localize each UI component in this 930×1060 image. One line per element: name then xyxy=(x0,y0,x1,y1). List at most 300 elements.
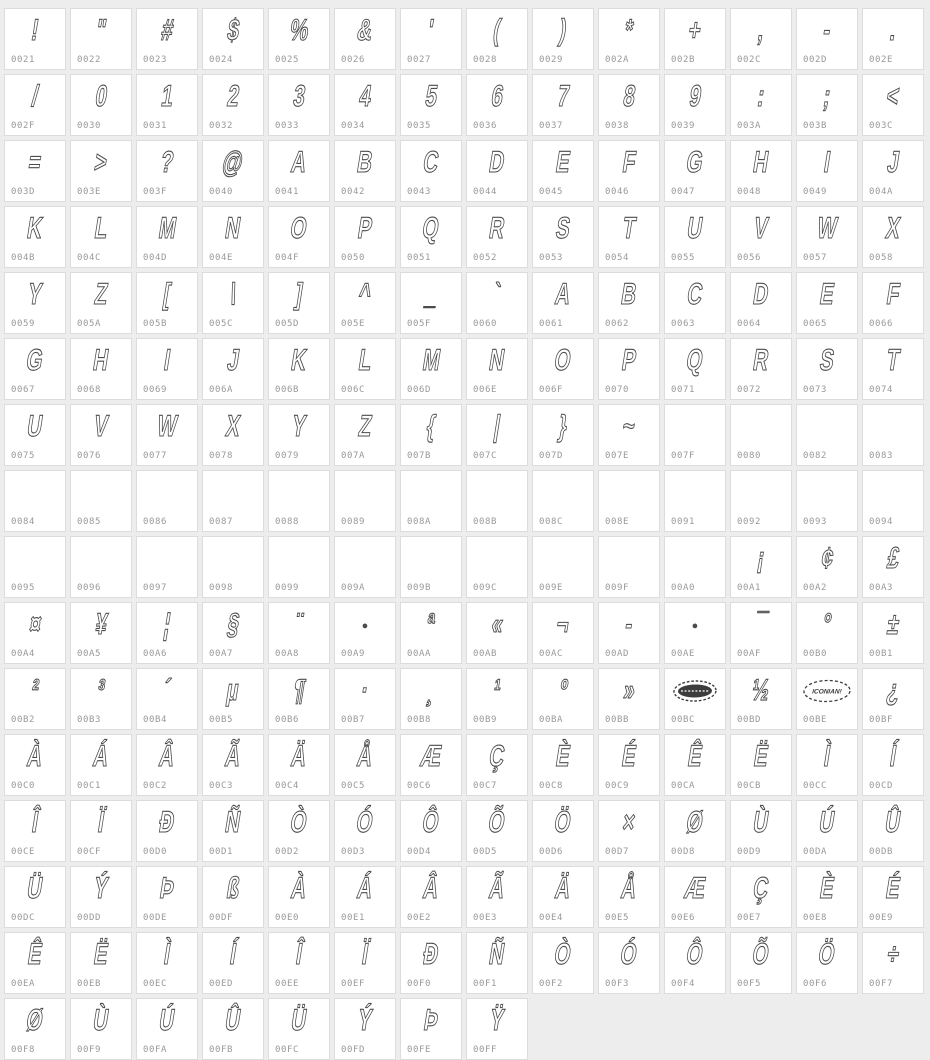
glyph-code-label: 00AA xyxy=(407,649,432,659)
glyph-code-label: 00A4 xyxy=(11,649,36,659)
glyph xyxy=(533,207,593,251)
glyph xyxy=(797,9,857,53)
glyph-character: P xyxy=(619,344,639,377)
glyph-cell xyxy=(136,338,198,400)
glyph xyxy=(797,75,857,119)
glyph-cell xyxy=(268,866,330,928)
glyph xyxy=(137,9,197,53)
glyph-code-label: 006B xyxy=(275,385,300,395)
glyph-code-label: 009F xyxy=(605,583,630,593)
glyph-character: Ù xyxy=(91,1004,112,1037)
glyph-cell xyxy=(598,536,660,598)
glyph-character: Í xyxy=(227,938,239,971)
glyph-code-label: 0075 xyxy=(11,451,36,461)
glyph-code-label: 00FA xyxy=(143,1045,168,1055)
glyph-character: Å xyxy=(619,872,640,905)
glyph-cell xyxy=(796,272,858,334)
glyph xyxy=(137,273,197,317)
glyph-character: L xyxy=(356,344,374,377)
glyph-code-label: 005C xyxy=(209,319,234,329)
glyph-cell xyxy=(730,404,792,466)
glyph-cell xyxy=(664,800,726,862)
glyph-character: È xyxy=(817,872,837,905)
glyph xyxy=(401,603,461,647)
glyph-cell xyxy=(466,8,528,70)
glyph-code-label: 00EB xyxy=(77,979,102,989)
glyph-cell xyxy=(532,800,594,862)
glyph xyxy=(797,207,857,251)
glyph-cell xyxy=(136,206,198,268)
glyph-cell xyxy=(70,536,132,598)
glyph-character: F xyxy=(884,278,902,311)
glyph xyxy=(269,141,329,185)
glyph-character: E xyxy=(817,278,837,311)
glyph-cell xyxy=(202,932,264,994)
glyph xyxy=(203,75,263,119)
glyph-character: \ xyxy=(227,278,239,311)
glyph-character: Æ xyxy=(418,740,444,773)
glyph-character: Ö xyxy=(816,938,838,971)
glyph-cell xyxy=(664,932,726,994)
glyph-cell xyxy=(400,866,462,928)
glyph-code-label: 0076 xyxy=(77,451,102,461)
glyph-cell xyxy=(466,74,528,136)
glyph-code-label: 00C5 xyxy=(341,781,366,791)
glyph-character: Ä xyxy=(553,872,574,905)
glyph xyxy=(467,207,527,251)
glyph xyxy=(269,801,329,845)
glyph-cell xyxy=(664,668,726,730)
glyph-character: K xyxy=(25,212,46,245)
glyph-cell xyxy=(202,140,264,202)
glyph-cell xyxy=(730,734,792,796)
glyph-character: D xyxy=(487,146,508,179)
glyph-character: W xyxy=(154,410,180,443)
glyph-cell xyxy=(136,74,198,136)
glyph xyxy=(401,471,461,515)
glyph-cell xyxy=(268,206,330,268)
glyph-code-label: 00E4 xyxy=(539,913,564,923)
glyph-character: Å xyxy=(355,740,376,773)
glyph xyxy=(863,9,923,53)
glyph-cell xyxy=(268,998,330,1060)
glyph-character: 9 xyxy=(686,80,704,113)
glyph-code-label: 007F xyxy=(671,451,696,461)
glyph xyxy=(467,669,527,713)
glyph-code-label: 00D0 xyxy=(143,847,168,857)
glyph-code-label: 003A xyxy=(737,121,762,131)
glyph xyxy=(731,339,791,383)
glyph xyxy=(335,735,395,779)
glyph-code-label: 0079 xyxy=(275,451,300,461)
glyph xyxy=(401,207,461,251)
glyph-character: } xyxy=(556,410,570,443)
glyph-cell xyxy=(400,470,462,532)
glyph-code-label: 00C0 xyxy=(11,781,36,791)
glyph xyxy=(467,339,527,383)
glyph-code-label: 0022 xyxy=(77,55,102,65)
glyph-code-label: 00F9 xyxy=(77,1045,102,1055)
glyph-code-label: 008B xyxy=(473,517,498,527)
glyph-character: Â xyxy=(157,740,178,773)
glyph xyxy=(467,933,527,977)
glyph-cell xyxy=(136,602,198,664)
glyph xyxy=(137,339,197,383)
glyph-code-label: 0048 xyxy=(737,187,762,197)
glyph-character: E xyxy=(553,146,573,179)
glyph xyxy=(533,669,593,713)
glyph xyxy=(599,9,659,53)
glyph-code-label: 004A xyxy=(869,187,894,197)
glyph-cell xyxy=(70,140,132,202)
glyph-character: Ý xyxy=(91,872,111,905)
glyph xyxy=(797,537,857,581)
glyph-cell xyxy=(664,536,726,598)
glyph xyxy=(269,339,329,383)
glyph-cell xyxy=(202,338,264,400)
glyph xyxy=(863,339,923,383)
glyph-character: Ç xyxy=(487,740,508,773)
glyph-code-label: 0063 xyxy=(671,319,696,329)
glyph-cell xyxy=(466,404,528,466)
glyph-character: ' xyxy=(426,14,437,47)
glyph-code-label: 00D6 xyxy=(539,847,564,857)
glyph xyxy=(863,75,923,119)
glyph-character: Ý xyxy=(355,1004,375,1037)
glyph xyxy=(467,273,527,317)
glyph-code-label: 00C9 xyxy=(605,781,630,791)
glyph xyxy=(5,9,65,53)
glyph-code-label: 00E2 xyxy=(407,913,432,923)
glyph-code-label: 00B1 xyxy=(869,649,894,659)
glyph-code-label: 0028 xyxy=(473,55,498,65)
glyph-code-label: 009C xyxy=(473,583,498,593)
glyph-character: ° xyxy=(820,608,834,641)
glyph xyxy=(863,933,923,977)
glyph-code-label: 00A8 xyxy=(275,649,300,659)
glyph xyxy=(665,75,725,119)
glyph-character: Ê xyxy=(25,938,45,971)
glyph xyxy=(401,801,461,845)
glyph-character: ¯ xyxy=(752,608,770,641)
glyph xyxy=(203,867,263,911)
glyph xyxy=(5,339,65,383)
glyph-character: ª xyxy=(424,608,438,641)
glyph-code-label: 0036 xyxy=(473,121,498,131)
glyph xyxy=(731,933,791,977)
glyph-code-label: 00BA xyxy=(539,715,564,725)
glyph-cell xyxy=(4,602,66,664)
glyph xyxy=(863,537,923,581)
glyph-character: ¿ xyxy=(884,674,902,707)
glyph-character: _ xyxy=(422,278,440,311)
glyph-code-label: 00CE xyxy=(11,847,36,857)
badge-glyph xyxy=(665,669,725,713)
glyph-cell xyxy=(70,668,132,730)
glyph xyxy=(269,933,329,977)
glyph-character: + xyxy=(686,14,704,47)
glyph-code-label: 0044 xyxy=(473,187,498,197)
glyph xyxy=(71,141,131,185)
glyph-code-label: 007B xyxy=(407,451,432,461)
glyph xyxy=(599,537,659,581)
glyph-code-label: 005E xyxy=(341,319,366,329)
glyph-cell xyxy=(4,470,66,532)
glyph-cell xyxy=(466,602,528,664)
glyph-cell xyxy=(136,998,198,1060)
glyph-code-label: 0062 xyxy=(605,319,630,329)
glyph-cell xyxy=(664,272,726,334)
glyph-cell xyxy=(730,272,792,334)
glyph-cell xyxy=(136,536,198,598)
glyph xyxy=(599,669,659,713)
glyph-cell xyxy=(4,998,66,1060)
glyph-code-label: 00F2 xyxy=(539,979,564,989)
glyph-cell xyxy=(730,8,792,70)
glyph-cell xyxy=(862,602,924,664)
glyph-code-label: 00BD xyxy=(737,715,762,725)
glyph-character: Ì xyxy=(161,938,173,971)
glyph xyxy=(797,141,857,185)
glyph xyxy=(599,603,659,647)
glyph-cell xyxy=(730,74,792,136)
glyph-character: ¹ xyxy=(491,674,504,707)
glyph xyxy=(863,735,923,779)
glyph-character: 4 xyxy=(356,80,374,113)
glyph-code-label: 00F5 xyxy=(737,979,762,989)
glyph-code-label: 0080 xyxy=(737,451,762,461)
glyph xyxy=(401,669,461,713)
glyph-cell xyxy=(598,140,660,202)
glyph-cell xyxy=(400,206,462,268)
glyph-code-label: 0068 xyxy=(77,385,102,395)
glyph-code-label: 00FC xyxy=(275,1045,300,1055)
glyph-cell xyxy=(730,470,792,532)
glyph xyxy=(335,999,395,1043)
glyph-code-label: 002C xyxy=(737,55,762,65)
glyph-character: H xyxy=(91,344,112,377)
glyph xyxy=(71,9,131,53)
glyph-character: Ã xyxy=(223,740,244,773)
glyph xyxy=(467,801,527,845)
glyph xyxy=(599,471,659,515)
glyph xyxy=(335,339,395,383)
glyph-character: Ð xyxy=(421,938,442,971)
glyph-cell xyxy=(664,8,726,70)
glyph-cell xyxy=(466,668,528,730)
glyph-character: | xyxy=(491,410,503,443)
glyph-code-label: 003D xyxy=(11,187,36,197)
glyph xyxy=(665,735,725,779)
glyph-code-label: 007D xyxy=(539,451,564,461)
glyph-code-label: 00C4 xyxy=(275,781,300,791)
glyph-code-label: 00EF xyxy=(341,979,366,989)
glyph-character: B xyxy=(619,278,640,311)
glyph-character: R xyxy=(487,212,508,245)
glyph-cell xyxy=(466,866,528,928)
glyph-character: Ê xyxy=(685,740,705,773)
glyph-code-label: 0055 xyxy=(671,253,696,263)
glyph-character: . xyxy=(887,14,899,47)
glyph-cell xyxy=(796,140,858,202)
glyph xyxy=(137,141,197,185)
glyph-cell xyxy=(136,734,198,796)
glyph-cell xyxy=(862,272,924,334)
glyph-character: Ú xyxy=(157,1004,178,1037)
glyph xyxy=(533,603,593,647)
glyph-code-label: 00A3 xyxy=(869,583,894,593)
glyph xyxy=(863,867,923,911)
glyph-character: Õ xyxy=(750,938,772,971)
glyph xyxy=(731,207,791,251)
glyph xyxy=(203,9,263,53)
glyph-code-label: 006C xyxy=(341,385,366,395)
glyph-character: H xyxy=(751,146,772,179)
glyph-code-label: 00A5 xyxy=(77,649,102,659)
glyph xyxy=(533,339,593,383)
glyph-code-label: 0057 xyxy=(803,253,828,263)
glyph xyxy=(533,405,593,449)
glyph-cell xyxy=(532,404,594,466)
glyph-code-label: 00DA xyxy=(803,847,828,857)
glyph-code-label: 00A7 xyxy=(209,649,234,659)
glyph xyxy=(5,273,65,317)
glyph-code-label: 00AC xyxy=(539,649,564,659)
glyph-character: ³ xyxy=(95,674,108,707)
glyph xyxy=(137,999,197,1043)
glyph-code-label: 009E xyxy=(539,583,564,593)
glyph-code-label: 00DB xyxy=(869,847,894,857)
glyph-code-label: 007C xyxy=(473,451,498,461)
glyph-cell xyxy=(4,800,66,862)
glyph-character: Ô xyxy=(420,806,442,839)
glyph xyxy=(137,603,197,647)
glyph-code-label: 0047 xyxy=(671,187,696,197)
glyph-character: Â xyxy=(421,872,442,905)
glyph-character: N xyxy=(487,344,508,377)
glyph xyxy=(203,537,263,581)
glyph-cell xyxy=(862,74,924,136)
glyph-character: Æ xyxy=(682,872,708,905)
glyph xyxy=(797,603,857,647)
glyph xyxy=(731,141,791,185)
glyph-code-label: 005A xyxy=(77,319,102,329)
glyph-cell xyxy=(730,866,792,928)
glyph xyxy=(863,669,923,713)
glyph-code-label: 0070 xyxy=(605,385,630,395)
glyph xyxy=(203,999,263,1043)
glyph-cell xyxy=(334,404,396,466)
glyph-character: ( xyxy=(491,14,504,47)
glyph xyxy=(401,75,461,119)
glyph-cell xyxy=(268,734,330,796)
glyph xyxy=(731,471,791,515)
glyph-code-label: 0099 xyxy=(275,583,300,593)
glyph-code-label: 003F xyxy=(143,187,168,197)
glyph xyxy=(401,999,461,1043)
glyph-code-label: 0085 xyxy=(77,517,102,527)
glyph xyxy=(335,273,395,317)
glyph-cell xyxy=(136,8,198,70)
glyph-code-label: 0039 xyxy=(671,121,696,131)
glyph-character: : xyxy=(755,80,768,113)
glyph-cell xyxy=(268,338,330,400)
glyph-character: £ xyxy=(884,542,902,575)
glyph xyxy=(533,75,593,119)
glyph-code-label: 0086 xyxy=(143,517,168,527)
glyph-cell xyxy=(70,206,132,268)
glyph-code-label: 0027 xyxy=(407,55,432,65)
glyph-cell xyxy=(730,602,792,664)
glyph-table xyxy=(4,8,924,1060)
glyph xyxy=(5,999,65,1043)
glyph xyxy=(137,933,197,977)
glyph-character: Ù xyxy=(751,806,772,839)
glyph xyxy=(5,933,65,977)
glyph-cell xyxy=(202,602,264,664)
glyph-code-label: 0060 xyxy=(473,319,498,329)
glyph-code-label: 0042 xyxy=(341,187,366,197)
glyph-character: S xyxy=(817,344,837,377)
glyph xyxy=(665,141,725,185)
glyph xyxy=(5,471,65,515)
glyph-cell xyxy=(136,272,198,334)
glyph-code-label: 00C7 xyxy=(473,781,498,791)
glyph-cell xyxy=(532,74,594,136)
glyph xyxy=(533,141,593,185)
glyph xyxy=(137,669,197,713)
glyph-cell xyxy=(70,338,132,400)
glyph xyxy=(533,471,593,515)
glyph-cell xyxy=(796,602,858,664)
glyph-character: 7 xyxy=(554,80,572,113)
glyph-code-label: 00F0 xyxy=(407,979,432,989)
glyph-cell xyxy=(466,734,528,796)
glyph-code-label: 0089 xyxy=(341,517,366,527)
glyph xyxy=(731,75,791,119)
glyph-cell xyxy=(400,404,462,466)
glyph xyxy=(863,141,923,185)
glyph xyxy=(71,537,131,581)
glyph-cell xyxy=(532,470,594,532)
glyph xyxy=(401,9,461,53)
glyph-cell xyxy=(202,800,264,862)
glyph xyxy=(269,537,329,581)
glyph-cell xyxy=(466,536,528,598)
glyph-cell xyxy=(532,668,594,730)
glyph xyxy=(863,801,923,845)
glyph-code-label: 00E8 xyxy=(803,913,828,923)
glyph-character: × xyxy=(620,806,638,839)
glyph-cell xyxy=(268,404,330,466)
glyph-cell xyxy=(862,206,924,268)
glyph-cell xyxy=(598,8,660,70)
glyph xyxy=(71,735,131,779)
glyph xyxy=(797,867,857,911)
glyph xyxy=(797,735,857,779)
glyph-cell xyxy=(334,866,396,928)
glyph-cell xyxy=(532,140,594,202)
glyph-character: C xyxy=(421,146,442,179)
glyph-character: - xyxy=(623,608,636,641)
glyph-character: 3 xyxy=(290,80,308,113)
glyph xyxy=(401,273,461,317)
glyph-character: { xyxy=(424,410,438,443)
glyph-cell xyxy=(70,404,132,466)
glyph-code-label: 0031 xyxy=(143,121,168,131)
glyph-character: ß xyxy=(224,872,242,905)
glyph xyxy=(71,273,131,317)
